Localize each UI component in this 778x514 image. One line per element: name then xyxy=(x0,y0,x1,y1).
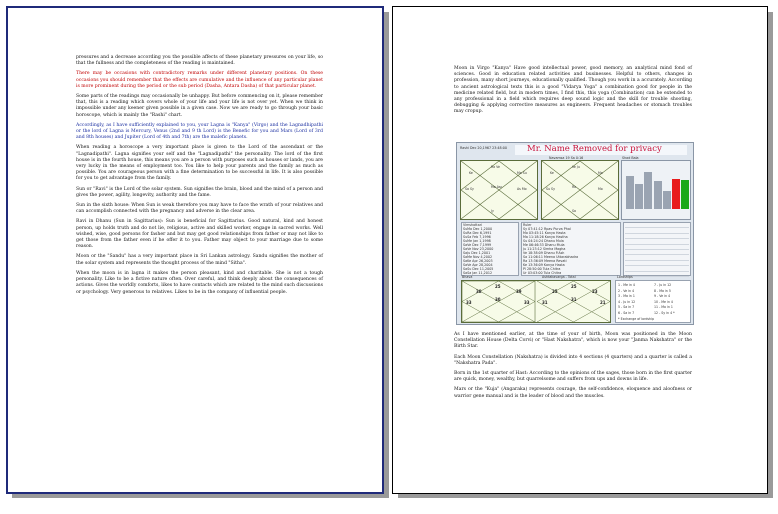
lordship-row: 5 - Sa in 7 xyxy=(618,305,635,309)
shad-bala-bar xyxy=(681,180,689,209)
left-page-body xyxy=(76,55,323,300)
navamsa-cell: Ve Ju xyxy=(572,165,580,169)
lordships-table xyxy=(615,280,691,323)
rashi-cell: Mo Asc xyxy=(491,185,503,189)
navamsa-cell: Mo xyxy=(598,187,603,191)
ruler-title: Ruler xyxy=(523,223,532,227)
vimshottari-row: SuRa Dec 6,1991 xyxy=(463,231,492,235)
lordships-note: * Exchange of lordship xyxy=(618,317,654,321)
vimshottari-row: SaVe Apr 28,2004 xyxy=(463,263,493,267)
paragraph-lagna: Accordingly, as I have sufficiently explained to you, your Lagna is "Kanya" (Virgo) and the Lagnadhipathi or the lord of Lagna is Mercury, Venus (2nd and 9 th Lord) is the Benefic for you and Mars (Lord of 3rd and 8th houses) and Jupiter (Lord of 4th and 7th) are the malefic planets. xyxy=(76,122,323,141)
navamsa-cell: Sa xyxy=(572,209,576,213)
figure-side-label: Shad Bala xyxy=(622,156,639,160)
ruler-row: Ke 13:36:09 Kanya Hasta xyxy=(523,263,565,267)
vimshottari-title: Vimshottari xyxy=(463,223,483,227)
vimshottari-row: SaJu Dec 1,2001 xyxy=(463,251,491,255)
vimshottari-table xyxy=(461,222,519,276)
lordship-row: 10 - Me in 4 xyxy=(654,299,673,304)
ruler-row: Me 06:46:33 Dhanu Mula xyxy=(523,243,565,247)
ruler-row: Ra 13:36:09 Meena Revati xyxy=(523,259,567,263)
ashtakavarga-charts xyxy=(461,280,611,323)
ashtaka-value: 21 xyxy=(600,300,606,305)
navamsa-cell: Ma xyxy=(598,171,603,175)
shad-bala-bar xyxy=(654,181,662,209)
paragraph: When reading a horoscope a very important place is given to the Lord of the ascendant or the "Lagnadipathi". Lagna signifies your self and the "Lagnadipathi" the personality. The lord of the first house is in the fourth house, this means you are a person with purposes such as houses or lands, you are very lucky in the means of employment too. You like to help your parents and the family as much as possible. You are courageous person with a fine determination to be successful in life. It is also possible for you to get advantage from the family. xyxy=(76,145,323,182)
lordship-row: 11 - Mo in 1 xyxy=(654,305,673,309)
lordship-row: 4 - Ju in 12 xyxy=(618,299,636,304)
vimshottari-row: SuMe Jan 1,1998 xyxy=(463,239,491,243)
paragraph: Some parts of the readings may occasionally be unhappy. But before commencing on it, please remember that, this is a reading which covers whole of your life and your life is not over yet. When we think in impossible under any keener given possible in a given case. Now we are ready to go through your basic horoscope, which is mainly the "Rashi" chart. xyxy=(76,94,323,118)
ruler-row: Sy 07:41:12 Rpav Purva Phal xyxy=(523,227,571,231)
ashtaka-value: 25 xyxy=(571,284,577,289)
vimshottari-row: SaVe Dec 7,1999 xyxy=(463,243,492,247)
ashtaka-value: 25 xyxy=(552,289,558,294)
vimshottari-row: SaSu Dec 11,2005 xyxy=(463,267,494,271)
ruler-row: Ma 11:18:26 Kanya Hastha xyxy=(523,235,568,239)
paragraph: Mars or the "Kuja" (Angaraka) represents courage, the self-confidence, eloquence and aloofness or warrior gene manual and is the leader of blood and the muscles. xyxy=(454,387,692,399)
ashtaka-value: 30 xyxy=(495,297,501,302)
page-shadow xyxy=(768,12,773,498)
ashtaka-value: 23 xyxy=(592,289,598,294)
lordship-row: 8 - Ma in 5 xyxy=(654,288,671,293)
shad-bala-bar xyxy=(626,176,634,209)
vimshottari-row: SaSa Jan 11,2012 xyxy=(463,271,493,275)
ashtaka-value: 38 xyxy=(476,289,482,294)
vimshottari-row: SaKe Apr 26,2003 xyxy=(463,259,493,263)
figure-caption-navamsa: Navamsa 19 Sa 0:16 xyxy=(549,156,584,160)
ashtaka-title: Ashtakavarga - Total xyxy=(542,275,576,279)
paragraph: Sun or "Ravi" is the Lord of the solar system. Sun signifies the brain, blood and the mind of a person and gives the power, agility, longevity, authority and the fame. xyxy=(76,186,323,198)
vimshottari-row: SuSa Feb 7,1996 xyxy=(463,235,491,239)
paragraph: When the moon is in lagna it makes the person pleasant, kind and charitable. She is not a tough personality. Like to be a fictive nature often. Over careful, and think deeply about the consequences of actions. Gives the worldly comforts, likes to have contacts which are related to the mind such discussions or psychology. Very generous to relatives. Likes to be in the company of influential people. xyxy=(76,270,323,295)
ruler-row: Pl 28:50:00 Tula Chitra xyxy=(523,267,561,271)
lordship-row: 2 - Ve in 4 xyxy=(618,288,635,293)
paragraph: Each Moon Constellation (Nakshatra) is divided into 4 sections (4 quarters) and a quarter is called a "Nakshatra Pada". xyxy=(454,354,692,366)
navamsa-cell: Ke xyxy=(550,171,554,175)
paragraph: Ravi in Dhanu (Sun in Sagittarius): Sun is beneficial for Sagittarius. Good natural, kind and honest person, up holds truth and do not lie, religious, active and skilled worker, engage in sacred works. Well wished, wise, good persons for fasher and but may get good relationships from father or may not like to get those from the father even if he offer it to you. Father may object to your marriage due to some reason. xyxy=(76,219,323,250)
shad-bala-bar xyxy=(663,191,671,209)
paragraph: Moon or the "Sandu" has a very important place in Sri Lankan astrology. Sandu signifies the mother of the solar system and represents the thought process of the mind "Sitha". xyxy=(76,254,323,266)
planet-tables xyxy=(461,222,691,276)
ruler-row: Mo 03:45:11 Kanya Hasta xyxy=(523,231,566,235)
page-shadow xyxy=(398,494,773,498)
lordships-title: Lordships xyxy=(617,275,633,279)
paragraph: Moon in Virgo "Kanya" Have good intellectual power, good memory, an analytical mind fond of sciences. Good in education related activities and businesses. Helpful to others, changes in profession, many short journeys, educationally qualified. Though you work in a accurately. According to ancient astrological texts this is a good "Vidarya Yoga" a combination good for people in the medicine related field, but in modern times, I find this, this yoga (Combination) can be extended to any professional in a field which requires deep sound logic and the skill for trouble shooting, debugging & applying corrective measures as engineers. Frequent headaches or stomach troubles may cropup. xyxy=(454,66,692,115)
ruler-rows xyxy=(522,227,620,275)
ruler-row: Sa 11:06:11 Meena Uttarabhadra xyxy=(523,255,579,259)
figure-caption: Rashi Dec 20,1967 23:48:00 xyxy=(460,146,507,150)
ashtaka-value: 25 xyxy=(495,284,501,289)
page-shadow xyxy=(12,494,389,498)
ashtaka-value: 33 xyxy=(466,300,472,305)
lordship-row: 3 - Ma in 1 xyxy=(618,294,635,298)
ruler-row: Ve 18:38:09 Dhanu P.Ash xyxy=(523,251,565,255)
vimshottari-row: SaMe Nov 4,2002 xyxy=(463,255,493,259)
right-page-body-top xyxy=(454,66,692,120)
ruler-row: Su 04:24:24 Dhanu Mula xyxy=(523,239,564,243)
bhava-title: Bhava xyxy=(462,275,473,279)
shad-bala-bar xyxy=(635,184,643,209)
rashi-cell: As Mo xyxy=(517,187,527,191)
ashtaka-value: 39 xyxy=(516,289,522,294)
lordship-row: 9 - Ve in 4 xyxy=(654,294,671,298)
ruler-row: Ur 03:03:00 Tula Chitra xyxy=(523,271,562,275)
paragraph: Sun in the sixth house: When Sun is weak therefore you may have to face the wrath of your relatives and can accomplish connected with the pregnancy and adverse in the clear area. xyxy=(76,203,323,215)
ashtaka-value: 31 xyxy=(571,297,577,302)
navamsa-cell: Su Sy xyxy=(546,187,555,191)
lordship-row: 6 - Sa in 7 xyxy=(618,310,635,315)
shad-bala-bar xyxy=(644,172,652,209)
rashi-cell: Sa Sy xyxy=(465,187,474,191)
rashi-cell: Jy xyxy=(491,209,494,213)
page-shadow xyxy=(384,12,389,498)
shad-bala-bar xyxy=(672,179,680,209)
horoscope-chart-image xyxy=(456,142,694,325)
dasha-table xyxy=(623,222,691,276)
ashtaka-value: 33 xyxy=(524,300,530,305)
shad-bala-bar-chart xyxy=(621,160,691,220)
vimshottari-rows xyxy=(462,227,518,275)
rashi-cell: Ma Su xyxy=(517,171,527,175)
rashi-chart xyxy=(460,160,538,220)
ashtakavarga-lines xyxy=(462,281,610,322)
lordship-row: 7 - Ju in 12 xyxy=(654,283,672,287)
paragraph: pressures and a decrease according you the possible affects of these planetary pressures on your life, so that the fullness and the completeness of the reading is maintained. xyxy=(76,55,323,67)
paragraph-note: There may be occasions with contradictory remarks under different planetary positions. On these occasions you should remember that the effects are cumulative and the influence of any particular planet is more prominent during the period or the sub period (Dasha, Antara Dasha) of that particular planet. xyxy=(76,71,323,89)
vimshottari-row: SaVe Nov 23,2000 xyxy=(463,247,494,251)
lordship-row: 1 - Me in 4 xyxy=(618,283,635,287)
navamsa-chart xyxy=(541,160,619,220)
rashi-cell: Ra Ve xyxy=(491,165,501,169)
paragraph: Born in the 1st quarter of Hast: According to the opinions of the sages, those born in the first quarter are quick, money, wealthy, but quarrelsome and suffers from ups and downs in life. xyxy=(454,371,692,383)
ashtaka-value: 31 xyxy=(542,300,548,305)
rashi-cell: Ke xyxy=(469,171,473,175)
right-page-body-bottom xyxy=(454,332,692,404)
navamsa-cell: Ra xyxy=(572,185,577,189)
ruler-row: Ju 11:23:12 Simha Magha xyxy=(523,247,566,251)
figure-banner-text: Mr. Name Removed for privacy xyxy=(527,144,662,154)
vimshottari-row: SuMa Dec 1,2000 xyxy=(463,227,493,231)
paragraph: As I have mentioned earlier, at the time of your of birth, Moon was positioned in the Moon Constellation House (Delta Corvi) or "Hast Nakshatra", which is now your "Janma Nakshatra" or the Birth Star. xyxy=(454,332,692,350)
lordship-row: 12 - Sy in 4 * xyxy=(654,310,675,315)
ruler-table xyxy=(521,222,621,276)
